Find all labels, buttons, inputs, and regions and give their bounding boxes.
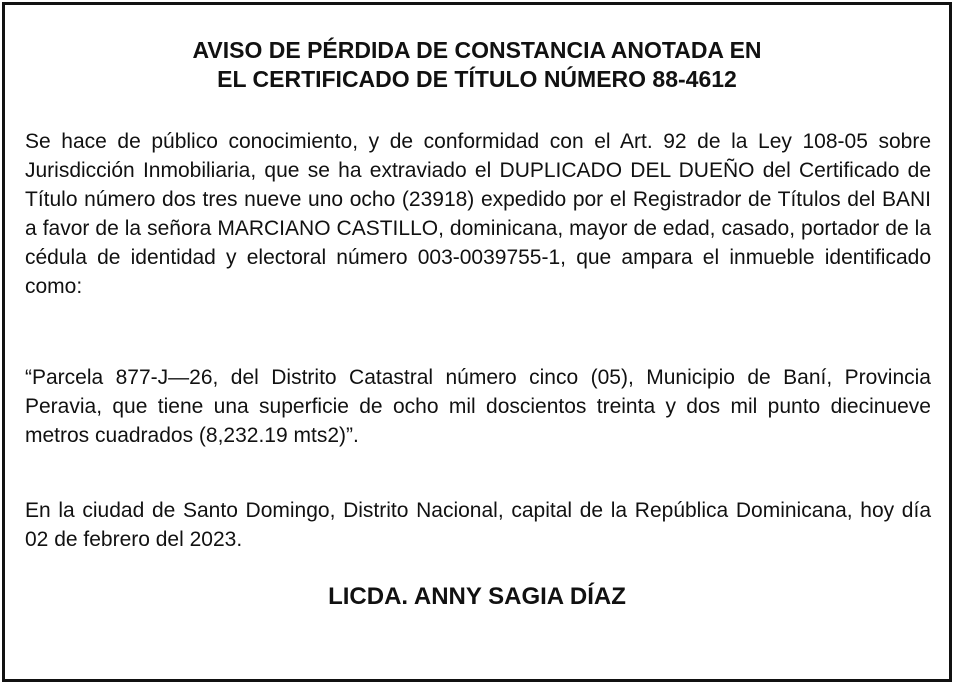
- notice-paragraph-property: “Parcela 877-J—26, del Distrito Catastral número cinco (05), Municipio de Baní, Provincia Peravia, que tiene una superficie de ocho mil doscientos treinta y dos mil punto diecinueve metros cuadrados (8,232.19 mts2)”.: [25, 366, 931, 447]
- title-line-1: AVISO DE PÉRDIDA DE CONSTANCIA ANOTADA EN: [192, 37, 762, 63]
- notice-paragraph-place-date: En la ciudad de Santo Domingo, Distrito Nacional, capital de la República Dominicana, hoy día 02 de febrero del 2023.: [25, 499, 931, 551]
- notice-paragraph-declaration: Se hace de público conocimiento, y de conformidad con el Art. 92 de la Ley 108-05 sobre Jurisdicción Inmobiliaria, que se ha extraviado el DUPLICADO DEL DUEÑO del Certificado de Título número dos tres nueve uno ocho (23918) expedido por el Registrador de Títulos del BANI a favor de la señora MARCIANO CASTILLO, dominicana, mayor de edad, casado, portador de la cédula de identidad y electoral número 003-0039755-1, que ampara el inmueble identificado como:: [25, 130, 931, 298]
- notice-title: [5, 36, 949, 94]
- notice-border: [2, 2, 952, 682]
- notice-signature: LICDA. ANNY SAGIA DÍAZ: [328, 583, 626, 610]
- title-line-2: EL CERTIFICADO DE TÍTULO NÚMERO 88-4612: [217, 66, 737, 92]
